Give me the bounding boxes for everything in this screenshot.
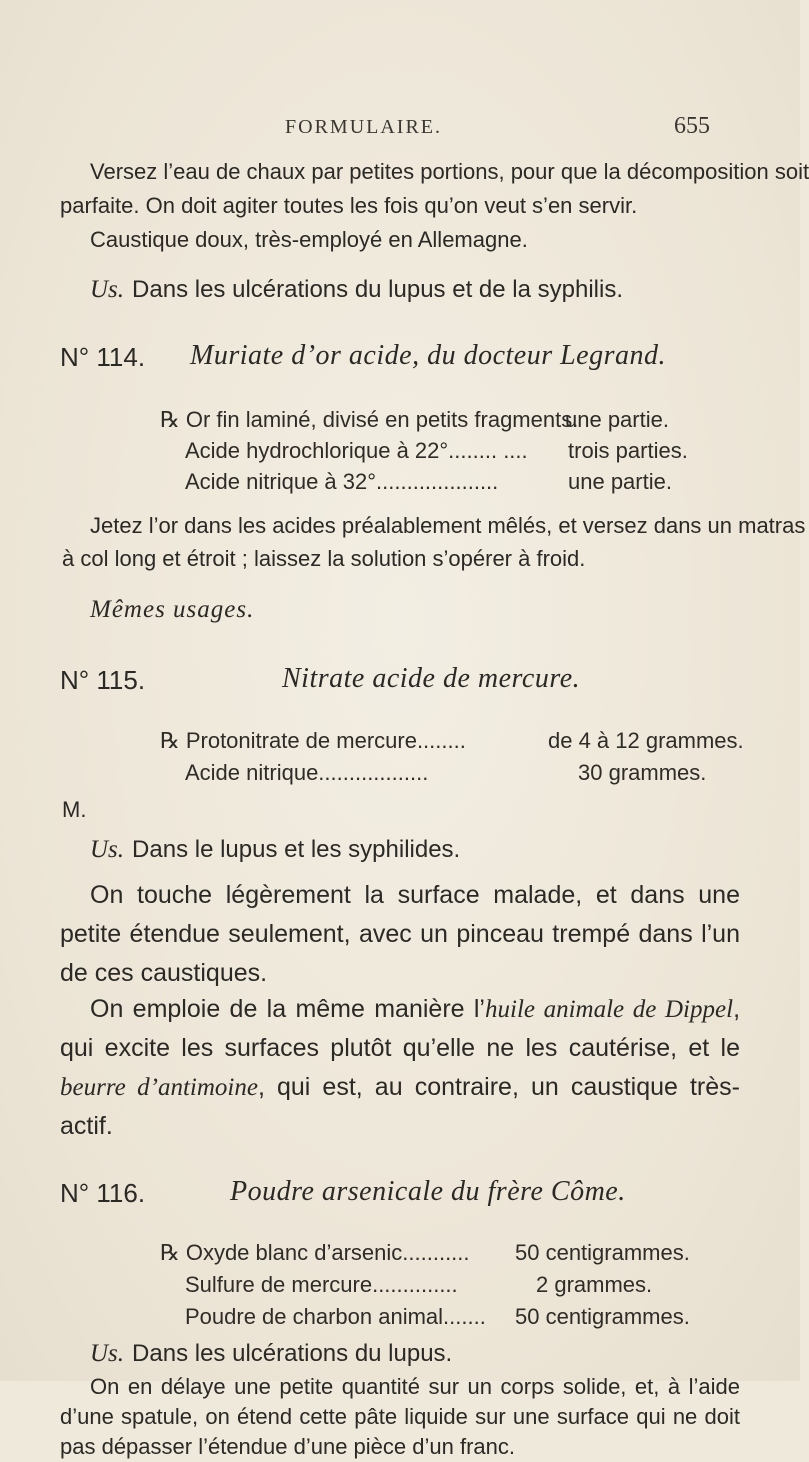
uses-label: Us.: [90, 1340, 125, 1367]
formula-114-ingredient-2: Acide hydrochlorique à 22°........ ....: [185, 438, 528, 463]
formula-115-number: N° 115.: [60, 665, 146, 695]
formula-116-number: N° 116.: [60, 1178, 146, 1208]
formula-115-m: M.: [62, 797, 87, 822]
formula-114-title: Muriate d’or acide, du docteur Legrand.: [190, 340, 666, 371]
formula-114-ingredient-1: ℞ Or fin laminé, divisé en petits fragments.: [160, 407, 579, 432]
formula-115-ingredient-1: ℞ Protonitrate de mercure........: [160, 728, 466, 753]
formula-114-directions-1: Jetez l’or dans les acides préalablement mêlés, et versez dans un matras: [90, 513, 806, 538]
formula-115-qty-1: de 4 à 12 grammes.: [548, 728, 744, 753]
uses-text: Dans les ulcérations du lupus et de la syphilis.: [132, 276, 623, 303]
formula-116-uses: [90, 1340, 452, 1368]
formula-114-qty-2: trois parties.: [568, 438, 688, 463]
formula-114-qty-1: une partie.: [565, 407, 669, 432]
running-head: FORMULAIRE.: [285, 116, 443, 138]
intro-uses: [90, 276, 623, 304]
beurre-antimoine-term: beurre d’antimoine: [60, 1074, 258, 1101]
formula-116-qty-1: 50 centigrammes.: [515, 1240, 690, 1265]
intro-line-1: Versez l’eau de chaux par petites portions, pour que la décomposition soit: [90, 159, 809, 184]
formula-116-title: Poudre arsenicale du frère Côme.: [230, 1176, 626, 1207]
page-number: 655: [674, 113, 710, 139]
formula-115-uses: [90, 836, 460, 864]
formula-114-directions-2: à col long et étroit ; laissez la solution s’opérer à froid.: [62, 546, 586, 571]
uses-text: Dans le lupus et les syphilides.: [132, 836, 461, 863]
formula-114-qty-3: une partie.: [568, 469, 672, 494]
intro-line-3: Caustique doux, très-employé en Allemagne.: [90, 227, 528, 252]
formula-115-qty-2: 30 grammes.: [578, 760, 707, 785]
formula-115-paragraph-1: On touche légèrement la surface malade, et dans une petite étendue seulement, avec un pinceau trempé dans l’un de ces caustiques.: [60, 881, 740, 987]
uses-label: Us.: [90, 836, 125, 863]
formula-116-qty-3: 50 centigrammes.: [515, 1304, 690, 1329]
formula-116-ingredient-3: Poudre de charbon animal.......: [185, 1304, 486, 1329]
formula-116-qty-2: 2 grammes.: [536, 1272, 653, 1297]
formula-114-uses: Mêmes usages.: [90, 596, 255, 623]
formula-116-ingredient-1: ℞ Oxyde blanc d’arsenic...........: [160, 1240, 470, 1265]
formula-115-paragraph-2: On emploie de la même manière l’huile animale de Dippel, qui excite les surfaces plutôt qu’elle ne les cautérise, et le beurre d’antimoine, qui est, au contraire, un caustique très-actif.: [60, 995, 741, 1140]
formula-116-paragraph: On en délaye une petite quantité sur un corps solide, et, à l’aide d’une spatule, on étend cette pâte liquide sur une surface qui ne doit pas dépasser l’étendue d’une pièce d’un franc.: [60, 1374, 740, 1459]
formula-115-title: Nitrate acide de mercure.: [282, 663, 581, 694]
intro-line-2: parfaite. On doit agiter toutes les fois qu’on veut s’en servir.: [60, 193, 638, 218]
uses-label: Us.: [90, 276, 125, 303]
formula-114-ingredient-3: Acide nitrique à 32°....................: [185, 469, 499, 494]
formula-115-ingredient-2: Acide nitrique..................: [185, 760, 429, 785]
huile-animale-term: huile animale de Dippel: [485, 996, 734, 1023]
formula-116-ingredient-2: Sulfure de mercure..............: [185, 1272, 458, 1297]
uses-text: Dans les ulcérations du lupus.: [132, 1340, 453, 1367]
formula-114-number: N° 114.: [60, 342, 146, 372]
